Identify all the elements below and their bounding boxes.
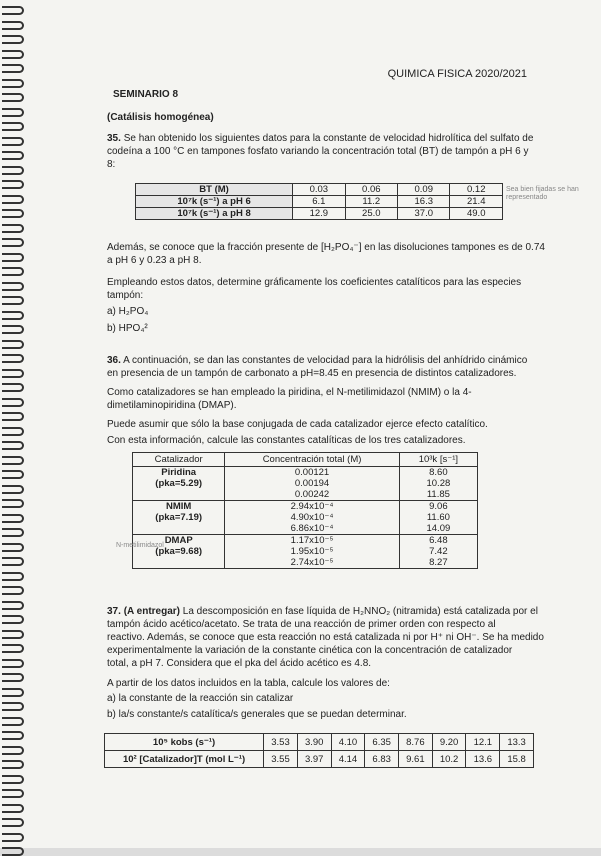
spiral-ring — [2, 717, 24, 726]
spiral-ring — [2, 79, 24, 88]
spiral-ring — [2, 354, 24, 363]
catalyst-cell — [133, 523, 225, 535]
spiral-ring — [2, 427, 24, 436]
q35-intro — [107, 132, 547, 171]
spiral-ring — [2, 180, 24, 189]
table-cell: 4.14 — [331, 751, 365, 768]
row-label: 10⁵ kobs (s⁻¹) — [105, 734, 264, 751]
q37-number: 37. — [107, 606, 121, 617]
spiral-ring — [2, 35, 24, 44]
spiral-ring — [2, 615, 24, 624]
spiral-binding — [0, 0, 26, 848]
concentration-cell: 1.17x10⁻⁵ — [225, 535, 399, 547]
concentration-cell: 6.86x10⁻⁴ — [225, 523, 399, 535]
table-cell: 0.09 — [398, 184, 450, 196]
table-row — [133, 501, 478, 513]
column-header: Concentración total (M) — [225, 453, 399, 467]
spiral-ring — [2, 195, 24, 204]
spiral-ring — [2, 282, 24, 291]
spiral-ring — [2, 122, 24, 131]
spiral-ring — [2, 383, 24, 392]
spiral-ring — [2, 137, 24, 146]
q35-intro-line1: Se han obtenido los siguientes datos para la constante de velocidad hidrolítica del sulfato de — [123, 133, 534, 144]
table-cell: 0.12 — [450, 184, 503, 196]
q36-margin-note: N-metilimidazol — [116, 542, 164, 549]
table-row — [105, 751, 534, 768]
spiral-ring — [2, 6, 24, 15]
concentration-cell: 0.00242 — [225, 489, 399, 501]
catalyst-cell: NMIM — [133, 501, 225, 513]
spiral-ring — [2, 93, 24, 102]
concentration-cell: 0.00194 — [225, 478, 399, 489]
spiral-ring — [2, 485, 24, 494]
spiral-ring — [2, 557, 24, 566]
rate-cell: 14.09 — [399, 523, 477, 535]
table-cell: 13.6 — [466, 751, 500, 768]
spiral-ring — [2, 166, 24, 175]
rate-cell: 11.85 — [399, 489, 477, 501]
q35-paragraph-3 — [107, 276, 552, 302]
row-label: 10⁷k (s⁻¹) a pH 6 — [136, 196, 293, 208]
q35-table — [135, 183, 503, 220]
catalyst-cell: DMAP — [133, 535, 225, 547]
spiral-ring — [2, 151, 24, 160]
column-header: Catalizador — [133, 453, 225, 467]
q35-paragraph-2 — [107, 241, 552, 267]
q35-margin-note: Sea bien fijadas se han representado — [506, 186, 579, 201]
spiral-ring — [2, 412, 24, 421]
spiral-ring — [2, 108, 24, 117]
q37-p1-line5: total, a pH 7. Considera que el pka del ácido acético es 4.8. — [107, 658, 372, 669]
table-cell: 0.03 — [293, 184, 345, 196]
table-row — [133, 535, 478, 547]
row-label: 10⁷k (s⁻¹) a pH 8 — [136, 208, 293, 220]
spiral-ring — [2, 441, 24, 450]
table-row — [136, 184, 503, 196]
concentration-cell: 1.95x10⁻⁵ — [225, 546, 399, 557]
table-cell: 3.55 — [264, 751, 298, 768]
rate-cell: 9.06 — [399, 501, 477, 513]
q37-option-a: a) la constante de la reacción sin catalizar — [107, 693, 294, 704]
table-row — [133, 546, 478, 557]
spiral-ring — [2, 369, 24, 378]
q36-number: 36. — [107, 355, 121, 366]
spiral-ring — [2, 702, 24, 711]
rate-cell: 11.60 — [399, 512, 477, 523]
spiral-ring — [2, 543, 24, 552]
table-row — [133, 557, 478, 569]
table-cell: 12.9 — [293, 208, 345, 220]
table-cell: 6.1 — [293, 196, 345, 208]
q36-paragraph-4: Con esta información, calcule las constantes catalíticas de los tres catalizadores. — [107, 435, 466, 446]
table-cell: 49.0 — [450, 208, 503, 220]
spiral-ring — [2, 325, 24, 334]
q37-p1-line1: La descomposición en fase líquida de H₂NNO₂ (nitramida) está catalizada por el — [182, 606, 538, 617]
spiral-ring — [2, 311, 24, 320]
q37-option-b: b) la/s constante/s catalítica/s generales que se puedan determinar. — [107, 709, 407, 720]
spiral-ring — [2, 601, 24, 610]
spiral-ring — [2, 630, 24, 639]
table-cell: 15.8 — [500, 751, 534, 768]
spiral-ring — [2, 847, 24, 856]
q35-option-b: b) HPO₄² — [107, 323, 148, 334]
table-row — [133, 512, 478, 523]
q35-p3-line1: Empleando estos datos, determine gráficamente los coeficientes catalíticos para las especies — [107, 277, 522, 288]
seminar-subtitle: (Catálisis homogénea) — [107, 112, 214, 123]
spiral-ring — [2, 731, 24, 740]
catalyst-cell: (pka=5.29) — [133, 478, 225, 489]
q35-option-a: a) H₂PO₄ — [107, 306, 149, 317]
table-row — [133, 489, 478, 501]
course-header: QUIMICA FISICA 2020/2021 — [387, 68, 527, 80]
concentration-cell: 2.74x10⁻⁵ — [225, 557, 399, 569]
table-cell: 21.4 — [450, 196, 503, 208]
q37-p1-line3: reactivo. Además, se conoce que esta reacción no está catalizada ni por H⁺ ni OH⁻. Se ha medido — [107, 632, 544, 643]
catalyst-cell: Piridina — [133, 467, 225, 479]
table-cell: 3.90 — [297, 734, 331, 751]
q37-p1-line4: experimentalmente la variación de la constante cinética con la concentración de catalizador — [107, 645, 513, 656]
table-cell: 6.83 — [365, 751, 399, 768]
q36-p1-line2: en presencia de un tampón de carbonato a pH=8.45 en presencia de distintos catalizadores. — [107, 368, 517, 379]
spiral-ring — [2, 296, 24, 305]
catalyst-cell — [133, 557, 225, 569]
seminar-title: SEMINARIO 8 — [113, 89, 179, 100]
q36-p1-line1: A continuación, se dan las constantes de velocidad para la hidrólisis del anhídrido cinámico — [123, 355, 528, 366]
q37-paragraph-1 — [107, 605, 553, 670]
spiral-ring — [2, 804, 24, 813]
spiral-ring — [2, 253, 24, 262]
rate-cell: 7.42 — [399, 546, 477, 557]
q37-paragraph-2: A partir de los datos incluidos en la tabla, calcule los valores de: — [107, 678, 390, 689]
spiral-ring — [2, 833, 24, 842]
spiral-ring — [2, 50, 24, 59]
spiral-ring — [2, 746, 24, 755]
q36-table — [132, 452, 478, 569]
spiral-ring — [2, 659, 24, 668]
concentration-cell: 4.90x10⁻⁴ — [225, 512, 399, 523]
spiral-ring — [2, 224, 24, 233]
spiral-ring — [2, 340, 24, 349]
table-row — [136, 208, 503, 220]
q37-tag: (A entregar) — [123, 606, 180, 617]
table-cell: 16.3 — [398, 196, 450, 208]
table-cell: 9.61 — [399, 751, 433, 768]
q36-paragraph-1 — [107, 354, 552, 380]
rate-cell: 8.27 — [399, 557, 477, 569]
spiral-ring — [2, 21, 24, 30]
rate-cell: 6.48 — [399, 535, 477, 547]
table-cell: 8.76 — [399, 734, 433, 751]
concentration-cell: 2.94x10⁻⁴ — [225, 501, 399, 513]
table-cell: 25.0 — [345, 208, 397, 220]
spiral-ring — [2, 398, 24, 407]
q36-p2-line2: dimetilaminopiridina (DMAP). — [107, 400, 237, 411]
table-row — [133, 467, 478, 479]
q37-p1-line2: tampón ácido acético/acetato. Se trata de una reacción de primer orden con respecto al — [107, 619, 496, 630]
spiral-ring — [2, 688, 24, 697]
table-cell: 3.53 — [264, 734, 298, 751]
catalyst-cell — [133, 489, 225, 501]
column-header: 10³k [s⁻¹] — [399, 453, 477, 467]
q35-p3-line2: tampón: — [107, 290, 144, 301]
spiral-ring — [2, 775, 24, 784]
table-cell: 0.06 — [345, 184, 397, 196]
q35-p2-line1: Además, se conoce que la fracción presente de [H₂PO₄⁻] en las disoluciones tampones es de 0.74 — [107, 242, 545, 253]
table-row — [136, 196, 503, 208]
q35-number: 35. — [107, 133, 121, 144]
table-row — [105, 734, 534, 751]
spiral-ring — [2, 470, 24, 479]
q36-p2-line1: Como catalizadores se han empleado la piridina, el N-metilimidazol (NMIM) o la 4- — [107, 387, 472, 398]
table-row — [133, 478, 478, 489]
spiral-ring — [2, 586, 24, 595]
table-cell: 12.1 — [466, 734, 500, 751]
table-cell: 3.97 — [297, 751, 331, 768]
row-label: 10² [Catalizador]T (mol L⁻¹) — [105, 751, 264, 768]
row-label: BT (M) — [136, 184, 293, 196]
table-cell: 6.35 — [365, 734, 399, 751]
table-row — [133, 523, 478, 535]
rate-cell: 10.28 — [399, 478, 477, 489]
q37-table — [104, 733, 534, 768]
spiral-ring — [2, 644, 24, 653]
table-cell: 9.20 — [432, 734, 466, 751]
q35-intro-line2: codeína a 100 °C en tampones fosfato variando la concentración total (BT) de tampón a pH 6 y — [107, 146, 529, 157]
spiral-ring — [2, 267, 24, 276]
table-cell: 4.10 — [331, 734, 365, 751]
q35-intro-line3: 8: — [107, 159, 116, 170]
q35-p2-line2: a pH 6 y 0.23 a pH 8. — [107, 255, 202, 266]
table-cell: 10.2 — [432, 751, 466, 768]
q36-paragraph-2 — [107, 386, 552, 412]
spiral-ring — [2, 456, 24, 465]
spiral-ring — [2, 673, 24, 682]
rate-cell: 8.60 — [399, 467, 477, 479]
spiral-ring — [2, 528, 24, 537]
spiral-ring — [2, 789, 24, 798]
table-cell: 37.0 — [398, 208, 450, 220]
spiral-ring — [2, 760, 24, 769]
concentration-cell: 0.00121 — [225, 467, 399, 479]
table-cell: 13.3 — [500, 734, 534, 751]
table-cell: 11.2 — [345, 196, 397, 208]
spiral-ring — [2, 209, 24, 218]
catalyst-cell: (pka=9.68) — [133, 546, 225, 557]
spiral-ring — [2, 499, 24, 508]
spiral-ring — [2, 64, 24, 73]
q36-paragraph-3: Puede asumir que sólo la base conjugada de cada catalizador ejerce efecto catalítico. — [107, 419, 488, 430]
spiral-ring — [2, 572, 24, 581]
spiral-ring — [2, 514, 24, 523]
catalyst-cell: (pka=7.19) — [133, 512, 225, 523]
spiral-ring — [2, 818, 24, 827]
spiral-ring — [2, 238, 24, 247]
